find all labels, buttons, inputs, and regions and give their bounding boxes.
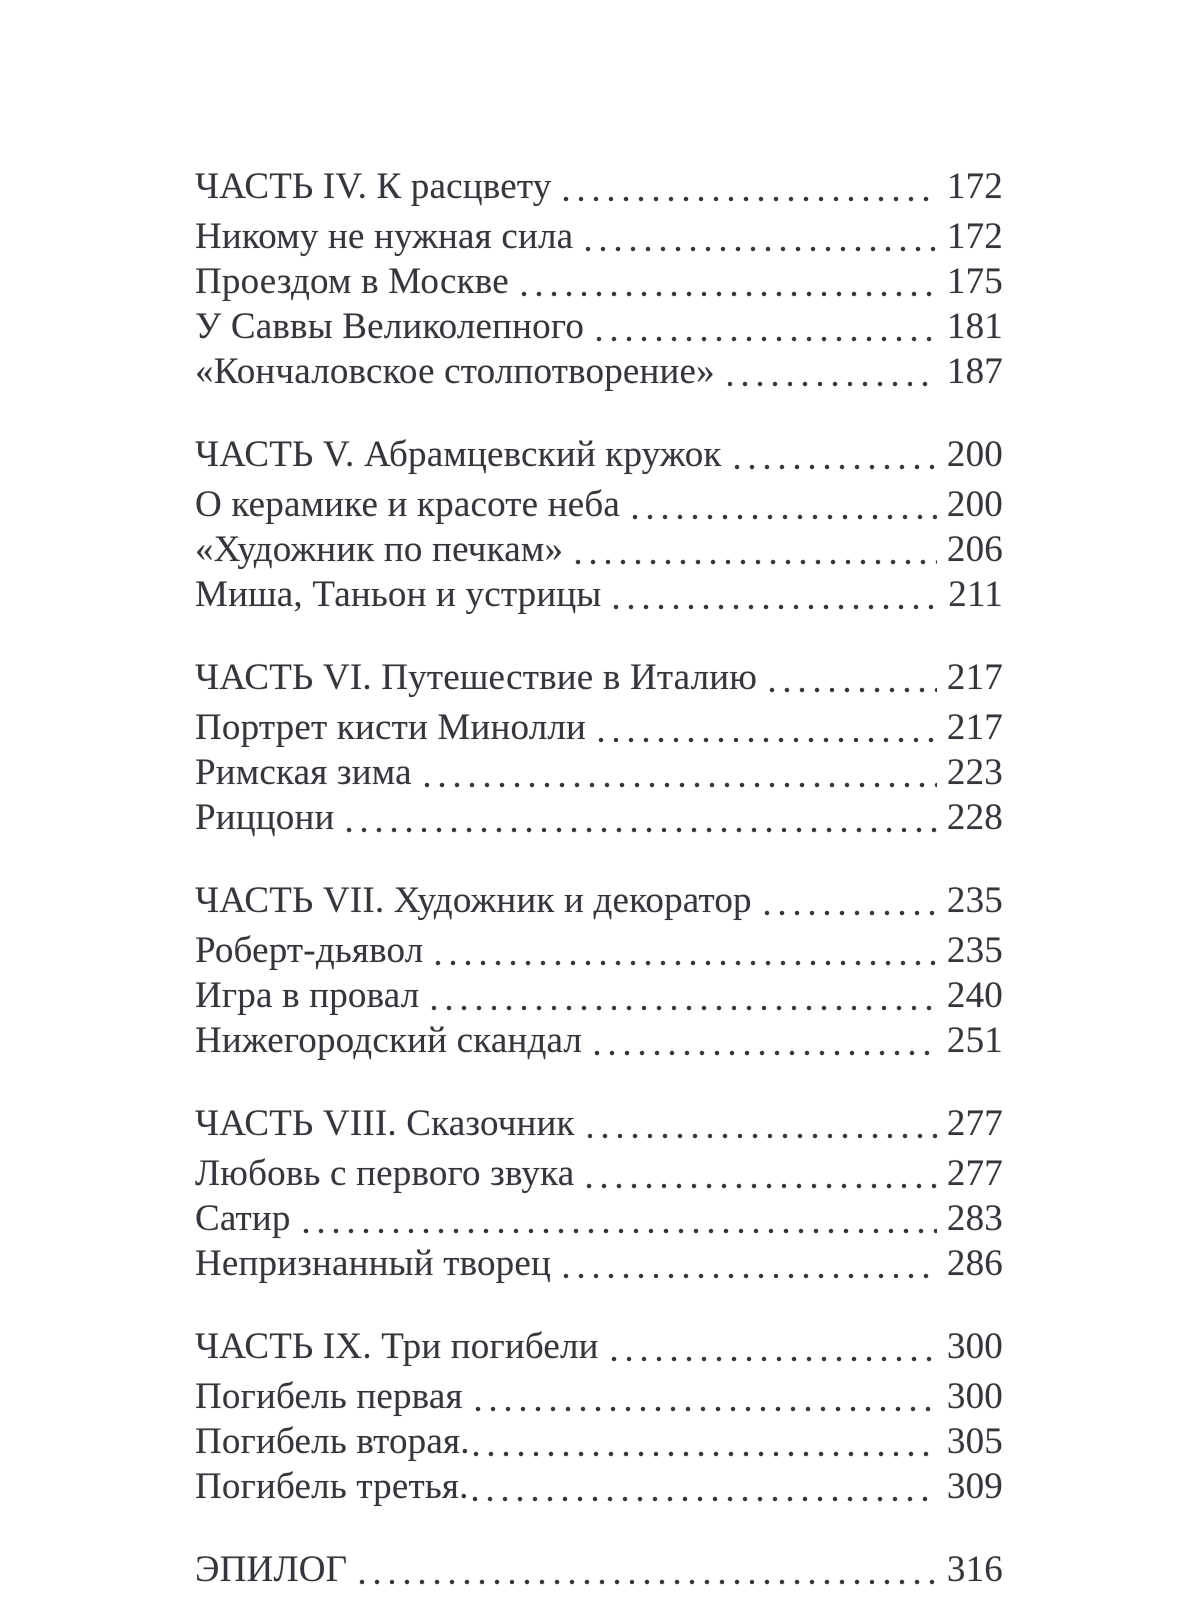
toc-part-header-row xyxy=(195,655,1003,700)
toc-part-title: ЧАСТЬ IX. Три погибели xyxy=(195,1326,599,1367)
toc-entry-page: 206 xyxy=(946,529,1003,570)
toc-part-header-row xyxy=(195,1324,1003,1369)
toc-entry-title: Портрет кисти Минолли xyxy=(195,707,587,748)
toc-leader-dots xyxy=(561,164,938,209)
toc-entry-title: О керамике и красоте неба xyxy=(195,484,621,525)
toc-group xyxy=(195,878,1003,1063)
toc-group xyxy=(195,1324,1003,1509)
toc-leader-dots xyxy=(583,214,939,259)
toc-group-epilogue xyxy=(195,1547,1003,1592)
toc-leader-dots xyxy=(611,572,939,617)
toc-part-header-row xyxy=(195,164,1003,209)
toc-entry-row xyxy=(195,349,1003,394)
toc-entry-title: «Художник по печкам» xyxy=(195,529,564,570)
toc-leader-dots xyxy=(767,655,939,700)
toc-entry-title: Погибель третья. xyxy=(195,1466,469,1507)
toc-leader-dots xyxy=(573,527,939,572)
toc-entry-page: 240 xyxy=(946,975,1003,1016)
toc-entry-title: Погибель вторая. xyxy=(195,1421,470,1462)
toc-leader-dots xyxy=(732,432,939,477)
toc-leader-dots xyxy=(471,1419,939,1464)
toc-entry-page: 217 xyxy=(946,657,1003,698)
toc-entry-page: 305 xyxy=(946,1421,1003,1462)
toc-part-header-row xyxy=(195,1101,1003,1146)
toc-entry-row xyxy=(195,973,1003,1018)
toc-group xyxy=(195,1101,1003,1286)
toc-entry-row xyxy=(195,304,1003,349)
toc-entry-page: 277 xyxy=(946,1153,1003,1194)
toc-entry-row xyxy=(195,572,1003,617)
toc-leader-dots xyxy=(585,1101,939,1146)
toc-entry-row xyxy=(195,482,1003,527)
toc-leader-dots xyxy=(596,705,939,750)
toc-entry-page: 235 xyxy=(946,930,1003,971)
toc-entry-row xyxy=(195,214,1003,259)
toc-entry-page: 300 xyxy=(946,1376,1003,1417)
toc-entry-page: 181 xyxy=(946,306,1003,347)
toc-leader-dots xyxy=(519,259,939,304)
toc-entry-row xyxy=(195,705,1003,750)
toc-entry-title: Римская зима xyxy=(195,752,412,793)
toc-part-title: ЧАСТЬ IV. К расцвету xyxy=(195,166,552,207)
toc-entry-page: 316 xyxy=(946,1549,1003,1590)
toc-entry-title: Погибель первая xyxy=(195,1376,463,1417)
toc-entry-title: Нижегородский скандал xyxy=(195,1020,583,1061)
toc-part-title: ЧАСТЬ VI. Путешествие в Италию xyxy=(195,657,758,698)
toc-group xyxy=(195,432,1003,617)
toc-entry-row xyxy=(195,259,1003,304)
toc-entry-page: 277 xyxy=(946,1103,1003,1144)
toc-entry-page: 300 xyxy=(946,1326,1003,1367)
toc-entry-title: Игра в провал xyxy=(195,975,420,1016)
toc-part-title: ЧАСТЬ VII. Художник и декоратор xyxy=(195,880,752,921)
toc-leader-dots xyxy=(357,1547,939,1592)
toc-entry-title: Непризнанный творец xyxy=(195,1243,552,1284)
toc-entry-page: 211 xyxy=(948,574,1003,615)
toc-entry-title: Миша, Таньон и устрицы xyxy=(195,574,602,615)
toc-entry-row xyxy=(195,1374,1003,1419)
toc-entry-page: 309 xyxy=(946,1466,1003,1507)
toc-group xyxy=(195,655,1003,840)
toc-leader-dots xyxy=(344,795,938,840)
toc-entry-page: 223 xyxy=(946,752,1003,793)
toc-leader-dots xyxy=(561,1241,939,1286)
toc-part-title: ЭПИЛОГ xyxy=(195,1549,348,1590)
toc-leader-dots xyxy=(594,304,939,349)
toc-leader-dots xyxy=(470,1464,939,1509)
toc-part-header-row xyxy=(195,878,1003,923)
toc-leader-dots xyxy=(762,878,939,923)
toc-leader-dots xyxy=(630,482,939,527)
toc-leader-dots xyxy=(609,1324,939,1369)
toc-entry-row xyxy=(195,928,1003,973)
toc-entry-row xyxy=(195,1464,1003,1509)
toc-part-header-row xyxy=(195,1547,1003,1592)
toc-entry-page: 200 xyxy=(946,434,1003,475)
toc-entry-page: 251 xyxy=(946,1020,1003,1061)
toc-entry-row xyxy=(195,795,1003,840)
toc-entry-title: Риццони xyxy=(195,797,335,838)
toc-leader-dots xyxy=(422,750,939,795)
toc-leader-dots xyxy=(429,973,939,1018)
toc-entry-page: 217 xyxy=(946,707,1003,748)
toc-entry-title: Сатир xyxy=(195,1198,291,1239)
toc-leader-dots xyxy=(592,1018,939,1063)
toc-entry-row xyxy=(195,1241,1003,1286)
toc-entry-row xyxy=(195,1018,1003,1063)
toc-entry-title: «Кончаловское столпотворение» xyxy=(195,351,715,392)
toc-leader-dots xyxy=(725,349,939,394)
toc-entry-page: 200 xyxy=(946,484,1003,525)
toc-leader-dots xyxy=(433,928,938,973)
toc-entry-row xyxy=(195,1419,1003,1464)
toc-entry-page: 172 xyxy=(946,216,1003,257)
toc-leader-dots xyxy=(473,1374,939,1419)
toc-leader-dots xyxy=(584,1151,939,1196)
toc-entry-title: Проездом в Москве xyxy=(195,261,509,302)
toc-entry-title: Роберт-дьявол xyxy=(195,930,424,971)
toc-entry-row xyxy=(195,1151,1003,1196)
toc-entry-title: Никому не нужная сила xyxy=(195,216,574,257)
toc-entry-page: 172 xyxy=(946,166,1003,207)
toc-entry-page: 228 xyxy=(946,797,1003,838)
toc-group xyxy=(195,164,1003,394)
toc-entry-page: 283 xyxy=(946,1198,1003,1239)
toc-entry-title: Любовь с первого звука xyxy=(195,1153,575,1194)
toc xyxy=(195,164,1003,1597)
toc-entry-page: 187 xyxy=(946,351,1003,392)
toc-entry-row xyxy=(195,750,1003,795)
toc-entry-page: 286 xyxy=(946,1243,1003,1284)
toc-leader-dots xyxy=(301,1196,939,1241)
toc-entry-row xyxy=(195,527,1003,572)
toc-part-title: ЧАСТЬ VIII. Сказочник xyxy=(195,1103,575,1144)
toc-part-header-row xyxy=(195,432,1003,477)
toc-entry-row xyxy=(195,1196,1003,1241)
toc-entry-page: 175 xyxy=(946,261,1003,302)
toc-entry-title: У Саввы Великолепного xyxy=(195,306,585,347)
toc-part-title: ЧАСТЬ V. Абрамцевский кружок xyxy=(195,434,722,475)
toc-entry-page: 235 xyxy=(946,880,1003,921)
